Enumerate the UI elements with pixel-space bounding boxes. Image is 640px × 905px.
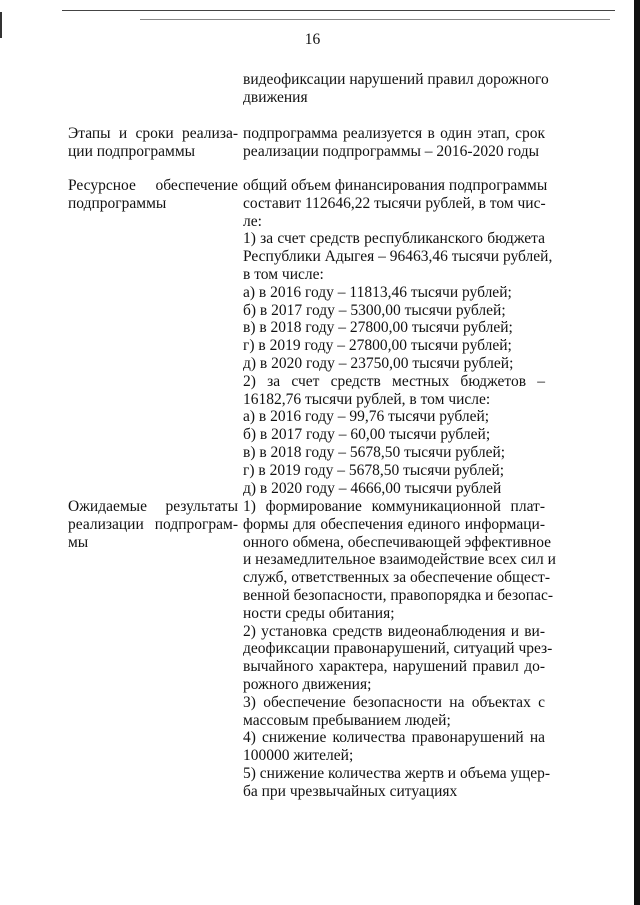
value-line: в) в 2018 году – 27800,00 тысячи рублей; bbox=[243, 319, 513, 337]
value-line: Республики Адыгея – 96463,46 тысячи рублей, bbox=[243, 248, 553, 266]
value-line: д) в 2020 году – 4666,00 тысячи рублей bbox=[243, 479, 502, 497]
value-line: ности среды обитания; bbox=[243, 604, 395, 622]
value-line: 2) за счет средств местных бюджетов – bbox=[243, 372, 545, 390]
scan-top-border-faint bbox=[140, 19, 610, 20]
row-label bbox=[68, 125, 238, 161]
value-line: составит 112646,22 тысячи рублей, в том чис- bbox=[243, 194, 546, 212]
row-value bbox=[243, 177, 553, 497]
value-line: служб, ответственных за обеспечение общест- bbox=[243, 569, 550, 587]
value-line: рожного движения; bbox=[243, 675, 372, 693]
page-number: 16 bbox=[304, 31, 321, 48]
value-line: вычайного характера, нарушений правил до- bbox=[243, 658, 545, 676]
row-value bbox=[243, 71, 549, 107]
label-line: ции подпрограммы bbox=[68, 142, 196, 160]
row-value bbox=[243, 498, 556, 801]
label-line: Ожидаемые результаты bbox=[68, 498, 238, 515]
value-line: общий объем финансирования подпрограммы bbox=[243, 177, 548, 194]
value-line: подпрограмма реализуется в один этап, срок bbox=[243, 125, 545, 142]
value-line: формы для обеспечения единого информаци- bbox=[243, 515, 545, 533]
value-line: ба при чрезвычайных ситуациях bbox=[243, 782, 458, 800]
scan-right-edge bbox=[634, 0, 640, 905]
value-line: б) в 2017 году – 5300,00 тысячи рублей; bbox=[243, 301, 506, 319]
label-line: подпрограммы bbox=[68, 194, 167, 212]
value-line: деофиксации правонарушений, ситуаций чрез- bbox=[243, 640, 553, 658]
value-line: д) в 2020 году – 23750,00 тысячи рублей; bbox=[243, 354, 514, 372]
row-label bbox=[68, 177, 238, 213]
value-line: г) в 2019 году – 5678,50 тысячи рублей; bbox=[243, 461, 505, 479]
value-line: 1) за счет средств республиканского бюджета bbox=[243, 230, 545, 248]
value-line: 5) снижение количества жертв и объема ущер- bbox=[243, 764, 551, 782]
value-line: 2) установка средств видеонаблюдения и ви- bbox=[243, 622, 545, 640]
value-line: 1) формирование коммуникационной плат- bbox=[243, 498, 545, 515]
value-line: б) в 2017 году – 60,00 тысячи рублей; bbox=[243, 426, 491, 444]
value-line: г) в 2019 году – 27800,00 тысячи рублей; bbox=[243, 337, 512, 355]
value-line: 16182,76 тысячи рублей, в том числе: bbox=[243, 390, 491, 408]
value-line: 4) снижение количества правонарушений на bbox=[243, 729, 545, 747]
value-line: в том числе: bbox=[243, 265, 324, 283]
value-line: а) в 2016 году – 11813,46 тысячи рублей; bbox=[243, 283, 512, 301]
row-value bbox=[243, 125, 545, 161]
value-line: движения bbox=[243, 88, 308, 106]
value-line: 3) обеспечение безопасности на объектах с bbox=[243, 693, 545, 711]
value-line: в) в 2018 году – 5678,50 тысячи рублей; bbox=[243, 443, 506, 461]
row-label bbox=[68, 498, 238, 551]
value-line: и незамедлительное взаимодействие всех сил и bbox=[243, 551, 556, 569]
value-line: видеофиксации нарушений правил дорожного bbox=[243, 71, 549, 88]
scan-top-border bbox=[62, 10, 615, 11]
label-line: Ресурсное обеспечение bbox=[68, 177, 238, 194]
value-line: 100000 жителей; bbox=[243, 747, 354, 765]
value-line: венной безопасности, правопорядка и безопас- bbox=[243, 586, 553, 604]
label-line: реализации подпрограм- bbox=[68, 515, 238, 533]
value-line: массовым пребыванием людей; bbox=[243, 711, 451, 729]
label-line: мы bbox=[68, 533, 89, 551]
value-line: реализации подпрограммы – 2016-2020 годы bbox=[243, 142, 540, 160]
value-line: онного обмена, обеспечивающей эффективное bbox=[243, 533, 552, 551]
value-line: ле: bbox=[243, 212, 262, 230]
label-line: Этапы и сроки реализа- bbox=[68, 125, 238, 142]
value-line: а) в 2016 году – 99,76 тысячи рублей; bbox=[243, 408, 490, 426]
